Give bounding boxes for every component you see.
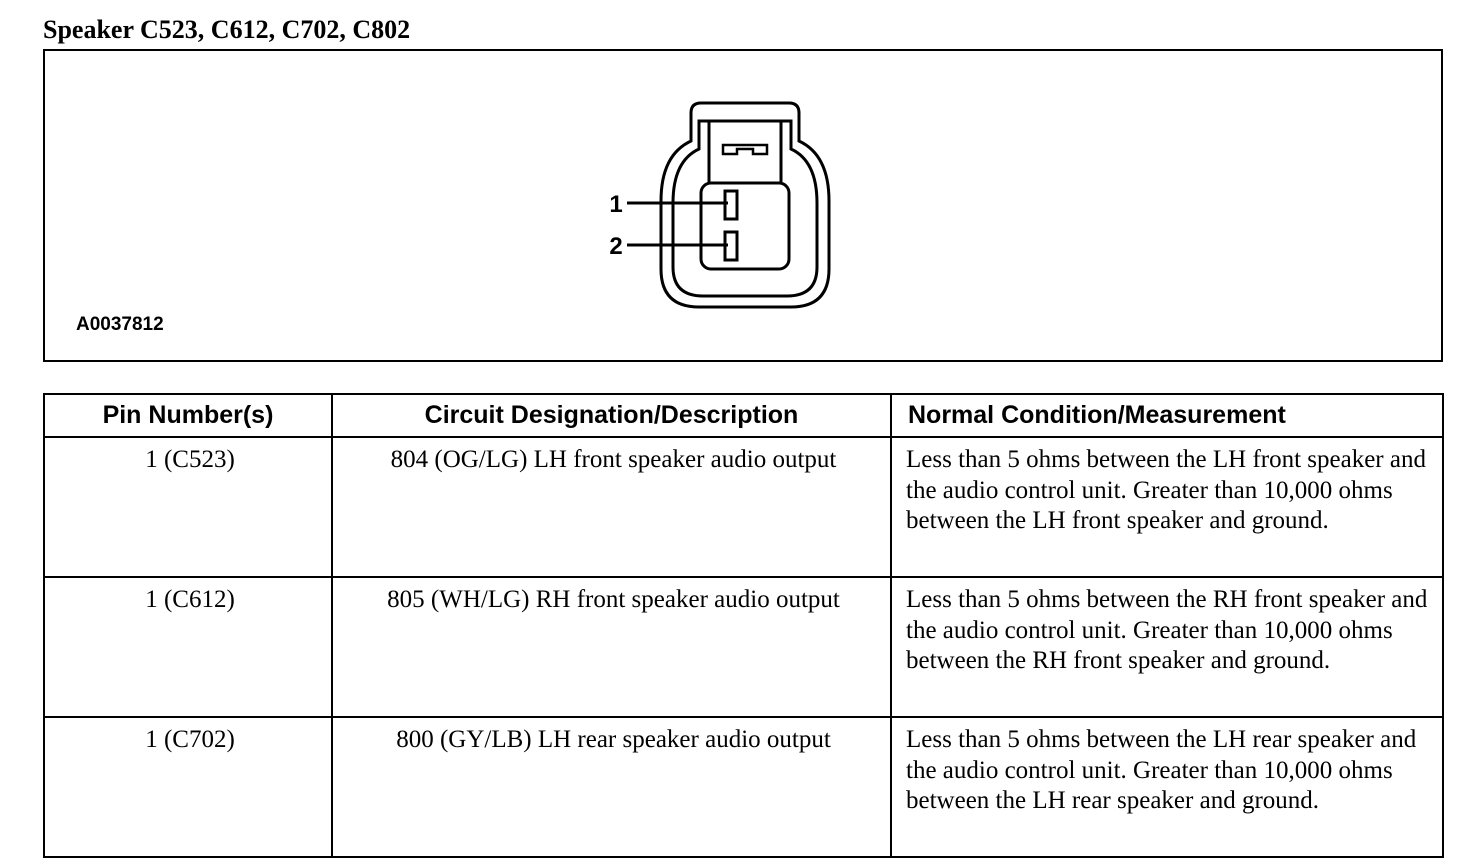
locking-tab-notch bbox=[723, 145, 767, 154]
pin-cell: 1 (C702) bbox=[44, 717, 332, 857]
pin-cell: 1 (C523) bbox=[44, 437, 332, 577]
locking-tab bbox=[709, 121, 781, 183]
circuit-cell: 800 (GY/LB) LH rear speaker audio output bbox=[332, 717, 891, 857]
condition-cell: Less than 5 ohms between the RH front speaker and the audio control unit. Greater than 10,000 ohms between the RH front speaker and ground. bbox=[891, 577, 1443, 717]
pin-1-label: 1 bbox=[609, 191, 623, 218]
circuit-cell: 805 (WH/LG) RH front speaker audio output bbox=[332, 577, 891, 717]
table-row bbox=[44, 577, 1443, 717]
figure-id: A0037812 bbox=[76, 314, 164, 335]
header-circuit: Circuit Designation/Description bbox=[332, 394, 891, 437]
table-header-row bbox=[44, 394, 1443, 437]
condition-cell: Less than 5 ohms between the LH front speaker and the audio control unit. Greater than 10,000 ohms between the LH front speaker and ground. bbox=[891, 437, 1443, 577]
circuit-cell: 804 (OG/LG) LH front speaker audio output bbox=[332, 437, 891, 577]
table-row bbox=[44, 437, 1443, 577]
condition-cell: Less than 5 ohms between the LH rear speaker and the audio control unit. Greater than 10,000 ohms between the LH rear speaker and ground. bbox=[891, 717, 1443, 857]
connector-face-diagram bbox=[45, 51, 1441, 360]
pin-cavity bbox=[701, 183, 789, 269]
page-title: Speaker C523, C612, C702, C802 bbox=[43, 15, 411, 44]
pin-table bbox=[43, 393, 1444, 858]
pin-1-terminal bbox=[725, 191, 737, 219]
header-pin-number: Pin Number(s) bbox=[44, 394, 332, 437]
connector-figure bbox=[43, 49, 1443, 362]
table-row bbox=[44, 717, 1443, 857]
pin-2-label: 2 bbox=[609, 233, 623, 260]
pin-cell: 1 (C612) bbox=[44, 577, 332, 717]
header-condition: Normal Condition/Measurement bbox=[891, 394, 1443, 437]
